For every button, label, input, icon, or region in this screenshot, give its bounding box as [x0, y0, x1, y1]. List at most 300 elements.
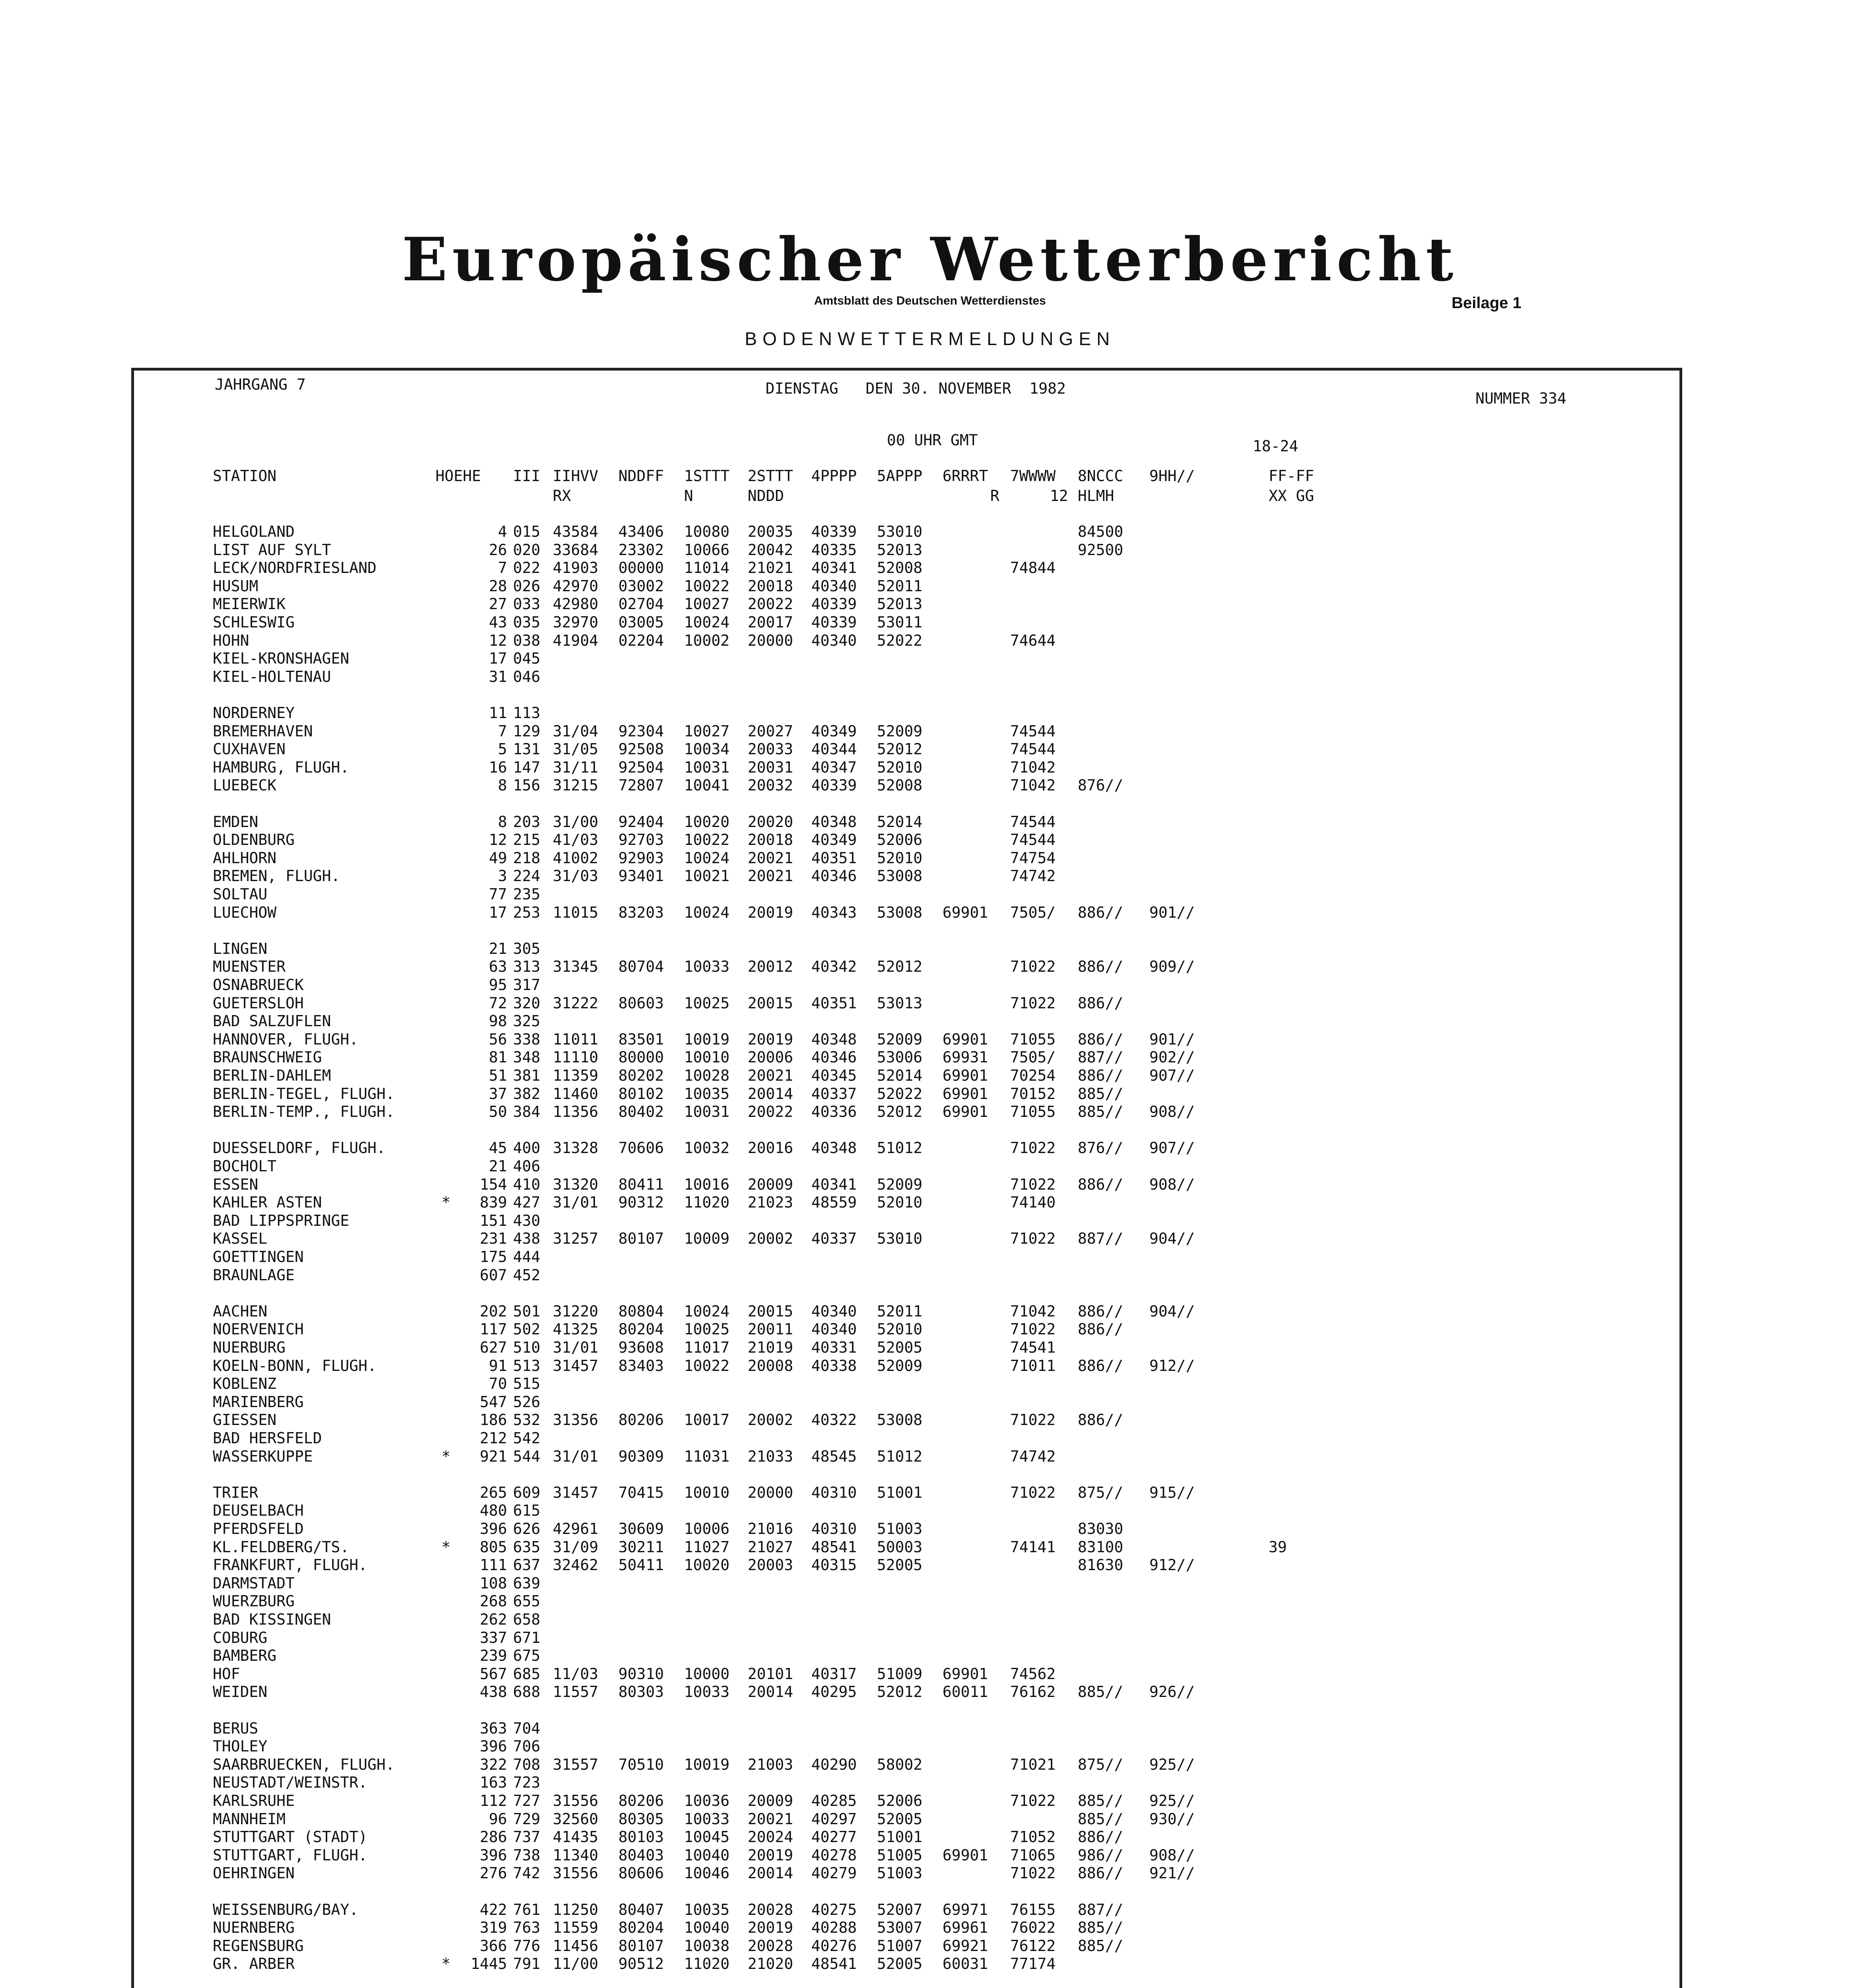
station-height: 839 [480, 1194, 507, 1211]
obs-group: 76122 [1010, 1937, 1056, 1955]
obs-group: 40340 [811, 577, 857, 595]
station-name: BOCHOLT [213, 1157, 277, 1175]
station-index: 253 [513, 904, 540, 921]
station-height: 480 [480, 1502, 507, 1519]
section-title: BODENWETTERMELDUNGEN [744, 328, 1116, 349]
station-height: 202 [480, 1303, 507, 1320]
station-name: LUEBECK [213, 777, 277, 794]
station-name: NORDERNEY [213, 704, 295, 722]
station-height: 8 [498, 813, 507, 831]
obs-group: 907// [1149, 1067, 1195, 1084]
obs-group: 20014 [748, 1085, 793, 1103]
obs-group: 51009 [877, 1665, 923, 1683]
obs-group: 52014 [877, 1067, 923, 1084]
station-name: NUERNBERG [213, 1919, 295, 1936]
station-height: 49 [489, 849, 507, 867]
station-index: 045 [513, 650, 540, 667]
obs-group: 40345 [811, 1067, 857, 1084]
station-index: 609 [513, 1484, 540, 1501]
obs-group: 92500 [1078, 541, 1123, 559]
obs-group: 20014 [748, 1864, 793, 1882]
obs-group: 7505/ [1010, 1048, 1056, 1066]
obs-group: 10031 [684, 759, 730, 776]
obs-group: 41904 [553, 632, 599, 649]
station-height: 319 [480, 1919, 507, 1936]
obs-group: 52012 [877, 958, 923, 975]
obs-group: 80202 [618, 1067, 664, 1084]
obs-group: 40322 [811, 1411, 857, 1429]
obs-group: 77174 [1010, 1955, 1056, 1972]
obs-group: 10022 [684, 577, 730, 595]
col-sub-nddd: NDDD [748, 487, 784, 505]
obs-group: 60031 [943, 1955, 988, 1972]
obs-group: 20018 [748, 831, 793, 848]
station-index: 532 [513, 1411, 540, 1429]
obs-group: 915// [1149, 1484, 1195, 1501]
obs-group: 40340 [811, 1303, 857, 1320]
station-height: 17 [489, 650, 507, 667]
obs-group: 71011 [1010, 1357, 1056, 1375]
obs-group: 20033 [748, 740, 793, 758]
obs-group: 53011 [877, 613, 923, 631]
obs-group: 20022 [748, 595, 793, 613]
station-name: BAD KISSINGEN [213, 1611, 331, 1628]
obs-group: 886// [1078, 1067, 1123, 1084]
obs-group: 40339 [811, 777, 857, 794]
issue-date: DIENSTAG DEN 30. NOVEMBER 1982 [766, 380, 1066, 397]
station-name: BREMEN, FLUGH. [213, 867, 340, 885]
station-index: 513 [513, 1357, 540, 1375]
station-height: 8 [498, 777, 507, 794]
obs-group: 53010 [877, 523, 923, 540]
obs-group: 20016 [748, 1139, 793, 1157]
obs-group: 20024 [748, 1828, 793, 1846]
obs-group: 20020 [748, 813, 793, 831]
station-name: GUETERSLOH [213, 994, 304, 1012]
station-index: 325 [513, 1012, 540, 1030]
station-name: REGENSBURG [213, 1937, 304, 1955]
obs-group: 40335 [811, 541, 857, 559]
station-height: 186 [480, 1411, 507, 1429]
station-index: 761 [513, 1901, 540, 1918]
obs-group: 11/03 [553, 1665, 599, 1683]
station-index: 410 [513, 1176, 540, 1193]
station-height: 37 [489, 1085, 507, 1103]
station-height: 607 [480, 1266, 507, 1284]
station-height: 96 [489, 1810, 507, 1828]
station-name: BAD LIPPSPRINGE [213, 1212, 350, 1229]
obs-group: 40336 [811, 1103, 857, 1120]
obs-group: 10038 [684, 1937, 730, 1955]
obs-group: 40344 [811, 740, 857, 758]
obs-group: 48541 [811, 1955, 857, 1972]
station-height: 12 [489, 831, 507, 848]
obs-group: 52010 [877, 1320, 923, 1338]
obs-group: 02204 [618, 632, 664, 649]
obs-group: 71065 [1010, 1846, 1056, 1864]
obs-group: 40290 [811, 1756, 857, 1773]
station-name: DARMSTADT [213, 1574, 295, 1592]
col-hoehe: HOEHE [435, 467, 481, 485]
obs-group: 70254 [1010, 1067, 1056, 1084]
obs-group: 925// [1149, 1792, 1195, 1809]
col-sub-hlmh: HLMH [1078, 487, 1114, 505]
station-height: 11 [489, 704, 507, 722]
station-height: 16 [489, 759, 507, 776]
obs-group: 21023 [748, 1194, 793, 1211]
obs-group: 32560 [553, 1810, 599, 1828]
station-name: OSNABRUECK [213, 976, 304, 994]
station-name: LUECHOW [213, 904, 277, 921]
obs-group: 11359 [553, 1067, 599, 1084]
station-height: 98 [489, 1012, 507, 1030]
obs-group: 10027 [684, 595, 730, 613]
obs-group: 83100 [1078, 1538, 1123, 1556]
station-index: 727 [513, 1792, 540, 1809]
obs-group: 52009 [877, 1176, 923, 1193]
obs-group: 32462 [553, 1556, 599, 1574]
obs-group: 51003 [877, 1520, 923, 1538]
obs-group: 52006 [877, 1792, 923, 1809]
station-index: 502 [513, 1320, 540, 1338]
col-7wwww: 7WWWW [1010, 467, 1056, 485]
obs-group: 11015 [553, 904, 599, 921]
obs-group: 11557 [553, 1683, 599, 1701]
col-sub-rx: RX [553, 487, 571, 505]
obs-group: 875// [1078, 1484, 1123, 1501]
obs-group: 20028 [748, 1937, 793, 1955]
obs-group: 40310 [811, 1484, 857, 1501]
station-index: 033 [513, 595, 540, 613]
obs-group: 53006 [877, 1048, 923, 1066]
obs-group: 31/11 [553, 759, 599, 776]
station-height: 56 [489, 1031, 507, 1048]
station-name: BREMERHAVEN [213, 722, 313, 740]
obs-group: 92703 [618, 831, 664, 848]
obs-group: 20014 [748, 1683, 793, 1701]
station-height: 262 [480, 1611, 507, 1628]
obs-group: 885// [1078, 1792, 1123, 1809]
obs-group: 40341 [811, 559, 857, 577]
obs-group: 70606 [618, 1139, 664, 1157]
obs-group: 31320 [553, 1176, 599, 1193]
station-index: 022 [513, 559, 540, 577]
station-height: 212 [480, 1429, 507, 1447]
station-index: 320 [513, 994, 540, 1012]
observation-time: 00 UHR GMT [887, 431, 978, 449]
obs-group: 70152 [1010, 1085, 1056, 1103]
obs-group: 32970 [553, 613, 599, 631]
station-name: GR. ARBER [213, 1955, 295, 1972]
obs-group: 31557 [553, 1756, 599, 1773]
obs-group: 887// [1078, 1048, 1123, 1066]
issue-year: JAHRGANG 7 [215, 376, 306, 393]
station-name: LIST AUF SYLT [213, 541, 331, 559]
obs-group: 30609 [618, 1520, 664, 1538]
station-index: 381 [513, 1067, 540, 1084]
obs-group: 70415 [618, 1484, 664, 1501]
station-name: TRIER [213, 1484, 258, 1501]
obs-group: 48541 [811, 1538, 857, 1556]
obs-group: 83501 [618, 1031, 664, 1048]
obs-group: 81630 [1078, 1556, 1123, 1574]
obs-group: 20006 [748, 1048, 793, 1066]
obs-group: 51001 [877, 1828, 923, 1846]
station-height: 112 [480, 1792, 507, 1809]
station-height: 322 [480, 1756, 507, 1773]
obs-group: 72807 [618, 777, 664, 794]
obs-group: 10024 [684, 849, 730, 867]
obs-group: 48545 [811, 1448, 857, 1465]
obs-group: 51012 [877, 1139, 923, 1157]
obs-group: 53010 [877, 1230, 923, 1247]
station-height: 63 [489, 958, 507, 975]
station-name: HOHN [213, 632, 249, 649]
time-range: 18-24 [1253, 437, 1298, 455]
obs-group: 10024 [684, 613, 730, 631]
obs-group: 20019 [748, 904, 793, 921]
obs-group: 52006 [877, 831, 923, 848]
obs-group: 11031 [684, 1448, 730, 1465]
obs-group: 74541 [1010, 1339, 1056, 1356]
publisher-subtitle: Amtsblatt des Deutschen Wetterdienstes [814, 294, 1046, 307]
obs-group: 20017 [748, 613, 793, 631]
obs-group: 52010 [877, 759, 923, 776]
obs-group: 71042 [1010, 759, 1056, 776]
obs-group: 52005 [877, 1955, 923, 1972]
obs-group: 74644 [1010, 632, 1056, 649]
obs-group: 20021 [748, 849, 793, 867]
obs-group: 53013 [877, 994, 923, 1012]
obs-group: 40277 [811, 1828, 857, 1846]
station-height: 43 [489, 613, 507, 631]
obs-group: 69901 [943, 1031, 988, 1048]
obs-group: 53008 [877, 867, 923, 885]
obs-group: 71022 [1010, 1139, 1056, 1157]
col-sub-n: N [684, 487, 693, 505]
obs-group: 60011 [943, 1683, 988, 1701]
obs-group: 11110 [553, 1048, 599, 1066]
obs-group: 21021 [748, 559, 793, 577]
obs-group: 10022 [684, 1357, 730, 1375]
obs-group: 20009 [748, 1176, 793, 1193]
obs-group: 886// [1078, 1411, 1123, 1429]
obs-group: 10046 [684, 1864, 730, 1882]
obs-group: 40346 [811, 867, 857, 885]
station-index: 635 [513, 1538, 540, 1556]
obs-group: 909// [1149, 958, 1195, 975]
obs-group: 76022 [1010, 1919, 1056, 1936]
obs-group: 80000 [618, 1048, 664, 1066]
station-index: 452 [513, 1266, 540, 1284]
obs-group: 71022 [1010, 958, 1056, 975]
obs-group: 31/03 [553, 867, 599, 885]
station-height: 81 [489, 1048, 507, 1066]
obs-group: 51001 [877, 1484, 923, 1501]
obs-group: 20032 [748, 777, 793, 794]
obs-group: 10041 [684, 777, 730, 794]
obs-group: 80102 [618, 1085, 664, 1103]
obs-group: 20021 [748, 1810, 793, 1828]
obs-group: 901// [1149, 1031, 1195, 1048]
obs-group: 20021 [748, 1067, 793, 1084]
obs-group: 10024 [684, 1303, 730, 1320]
obs-group: 20022 [748, 1103, 793, 1120]
obs-group: 80603 [618, 994, 664, 1012]
obs-group: 03002 [618, 577, 664, 595]
obs-group: 20011 [748, 1320, 793, 1338]
obs-group: 886// [1078, 1031, 1123, 1048]
obs-group: 921// [1149, 1864, 1195, 1882]
obs-group: 53008 [877, 1411, 923, 1429]
obs-group: 31257 [553, 1230, 599, 1247]
obs-group: 90512 [618, 1955, 664, 1972]
obs-group: 31556 [553, 1792, 599, 1809]
station-height: 27 [489, 595, 507, 613]
obs-group: 40339 [811, 523, 857, 540]
station-name: PFERDSFELD [213, 1520, 304, 1538]
station-name: BRAUNSCHWEIG [213, 1048, 322, 1066]
station-index: 742 [513, 1864, 540, 1882]
station-height: 72 [489, 994, 507, 1012]
obs-group: 80303 [618, 1683, 664, 1701]
station-height: 77 [489, 885, 507, 903]
station-index: 626 [513, 1520, 540, 1538]
station-index: 704 [513, 1720, 540, 1737]
station-height: 163 [480, 1774, 507, 1791]
obs-group: 52010 [877, 1194, 923, 1211]
obs-group: 887// [1078, 1230, 1123, 1247]
obs-group: 10036 [684, 1792, 730, 1809]
obs-group: 90310 [618, 1665, 664, 1683]
obs-group: 10035 [684, 1901, 730, 1918]
station-name: DUESSELDORF, FLUGH. [213, 1139, 386, 1157]
obs-group: 20031 [748, 759, 793, 776]
station-name: COBURG [213, 1629, 268, 1646]
obs-group: 20019 [748, 1919, 793, 1936]
station-name: STUTTGART (STADT) [213, 1828, 367, 1846]
station-height: 7 [498, 559, 507, 577]
obs-group: 53008 [877, 904, 923, 921]
obs-group: 20003 [748, 1556, 793, 1574]
obs-group: 40339 [811, 613, 857, 631]
obs-group: 80411 [618, 1176, 664, 1193]
obs-group: 41325 [553, 1320, 599, 1338]
obs-group: 10040 [684, 1846, 730, 1864]
obs-group: 20019 [748, 1846, 793, 1864]
station-height: 21 [489, 1157, 507, 1175]
station-index: 224 [513, 867, 540, 885]
obs-group: 69931 [943, 1048, 988, 1066]
station-index: 384 [513, 1103, 540, 1120]
station-name: BERLIN-TEMP., FLUGH. [213, 1103, 395, 1120]
station-height: 438 [480, 1683, 507, 1701]
obs-group: 10016 [684, 1176, 730, 1193]
station-name: STUTTGART, FLUGH. [213, 1846, 367, 1864]
obs-group: 11014 [684, 559, 730, 577]
obs-group: 20021 [748, 867, 793, 885]
station-index: 338 [513, 1031, 540, 1048]
station-name: BERLIN-TEGEL, FLUGH. [213, 1085, 395, 1103]
obs-group: 40348 [811, 1139, 857, 1157]
station-height: 627 [480, 1339, 507, 1356]
obs-group: 69901 [943, 1103, 988, 1120]
obs-group: 84500 [1078, 523, 1123, 540]
obs-group: 31345 [553, 958, 599, 975]
obs-group: 42961 [553, 1520, 599, 1538]
obs-group: 71022 [1010, 1320, 1056, 1338]
obs-group: 20002 [748, 1230, 793, 1247]
obs-group: 40340 [811, 1320, 857, 1338]
station-height: 286 [480, 1828, 507, 1846]
obs-group: 80804 [618, 1303, 664, 1320]
obs-group: 11020 [684, 1955, 730, 1972]
obs-group: 40347 [811, 759, 857, 776]
obs-group: 52009 [877, 1031, 923, 1048]
obs-group: 74844 [1010, 559, 1056, 577]
obs-group: 40349 [811, 722, 857, 740]
obs-group: 10020 [684, 813, 730, 831]
obs-group: 48559 [811, 1194, 857, 1211]
obs-group: 11027 [684, 1538, 730, 1556]
obs-group: 10045 [684, 1828, 730, 1846]
obs-group: 71052 [1010, 1828, 1056, 1846]
station-index: 035 [513, 613, 540, 631]
station-index: 400 [513, 1139, 540, 1157]
obs-group: 80305 [618, 1810, 664, 1828]
col-iii: III [513, 467, 540, 485]
obs-group: 74754 [1010, 849, 1056, 867]
obs-group: 80704 [618, 958, 664, 975]
obs-group: 11559 [553, 1919, 599, 1936]
obs-group: 31457 [553, 1484, 599, 1501]
obs-group: 10025 [684, 1320, 730, 1338]
obs-group: 10000 [684, 1665, 730, 1683]
obs-group: 52010 [877, 849, 923, 867]
obs-group: 53007 [877, 1919, 923, 1936]
obs-group: 885// [1078, 1919, 1123, 1936]
station-name: KAHLER ASTEN [213, 1194, 322, 1211]
obs-group: 52013 [877, 541, 923, 559]
obs-group: 10024 [684, 904, 730, 921]
obs-group: 52009 [877, 1357, 923, 1375]
obs-group: 43584 [553, 523, 599, 540]
obs-group: 93401 [618, 867, 664, 885]
obs-group: 10006 [684, 1520, 730, 1538]
station-name: CUXHAVEN [213, 740, 286, 758]
obs-group: 41435 [553, 1828, 599, 1846]
obs-group: 930// [1149, 1810, 1195, 1828]
station-name: BRAUNLAGE [213, 1266, 295, 1284]
station-index: 723 [513, 1774, 540, 1791]
obs-group: 886// [1078, 1303, 1123, 1320]
station-index: 708 [513, 1756, 540, 1773]
obs-group: 912// [1149, 1357, 1195, 1375]
obs-group: 10035 [684, 1085, 730, 1103]
obs-group: 40275 [811, 1901, 857, 1918]
station-index: 737 [513, 1828, 540, 1846]
station-height: 363 [480, 1720, 507, 1737]
obs-group: 40346 [811, 1048, 857, 1066]
station-index: 430 [513, 1212, 540, 1229]
obs-group: 70510 [618, 1756, 664, 1773]
obs-group: 92903 [618, 849, 664, 867]
obs-group: 42970 [553, 577, 599, 595]
obs-group: 39 [1269, 1538, 1287, 1556]
station-name: KL.FELDBERG/TS. [213, 1538, 350, 1556]
station-index: 215 [513, 831, 540, 848]
station-height: 239 [480, 1647, 507, 1664]
